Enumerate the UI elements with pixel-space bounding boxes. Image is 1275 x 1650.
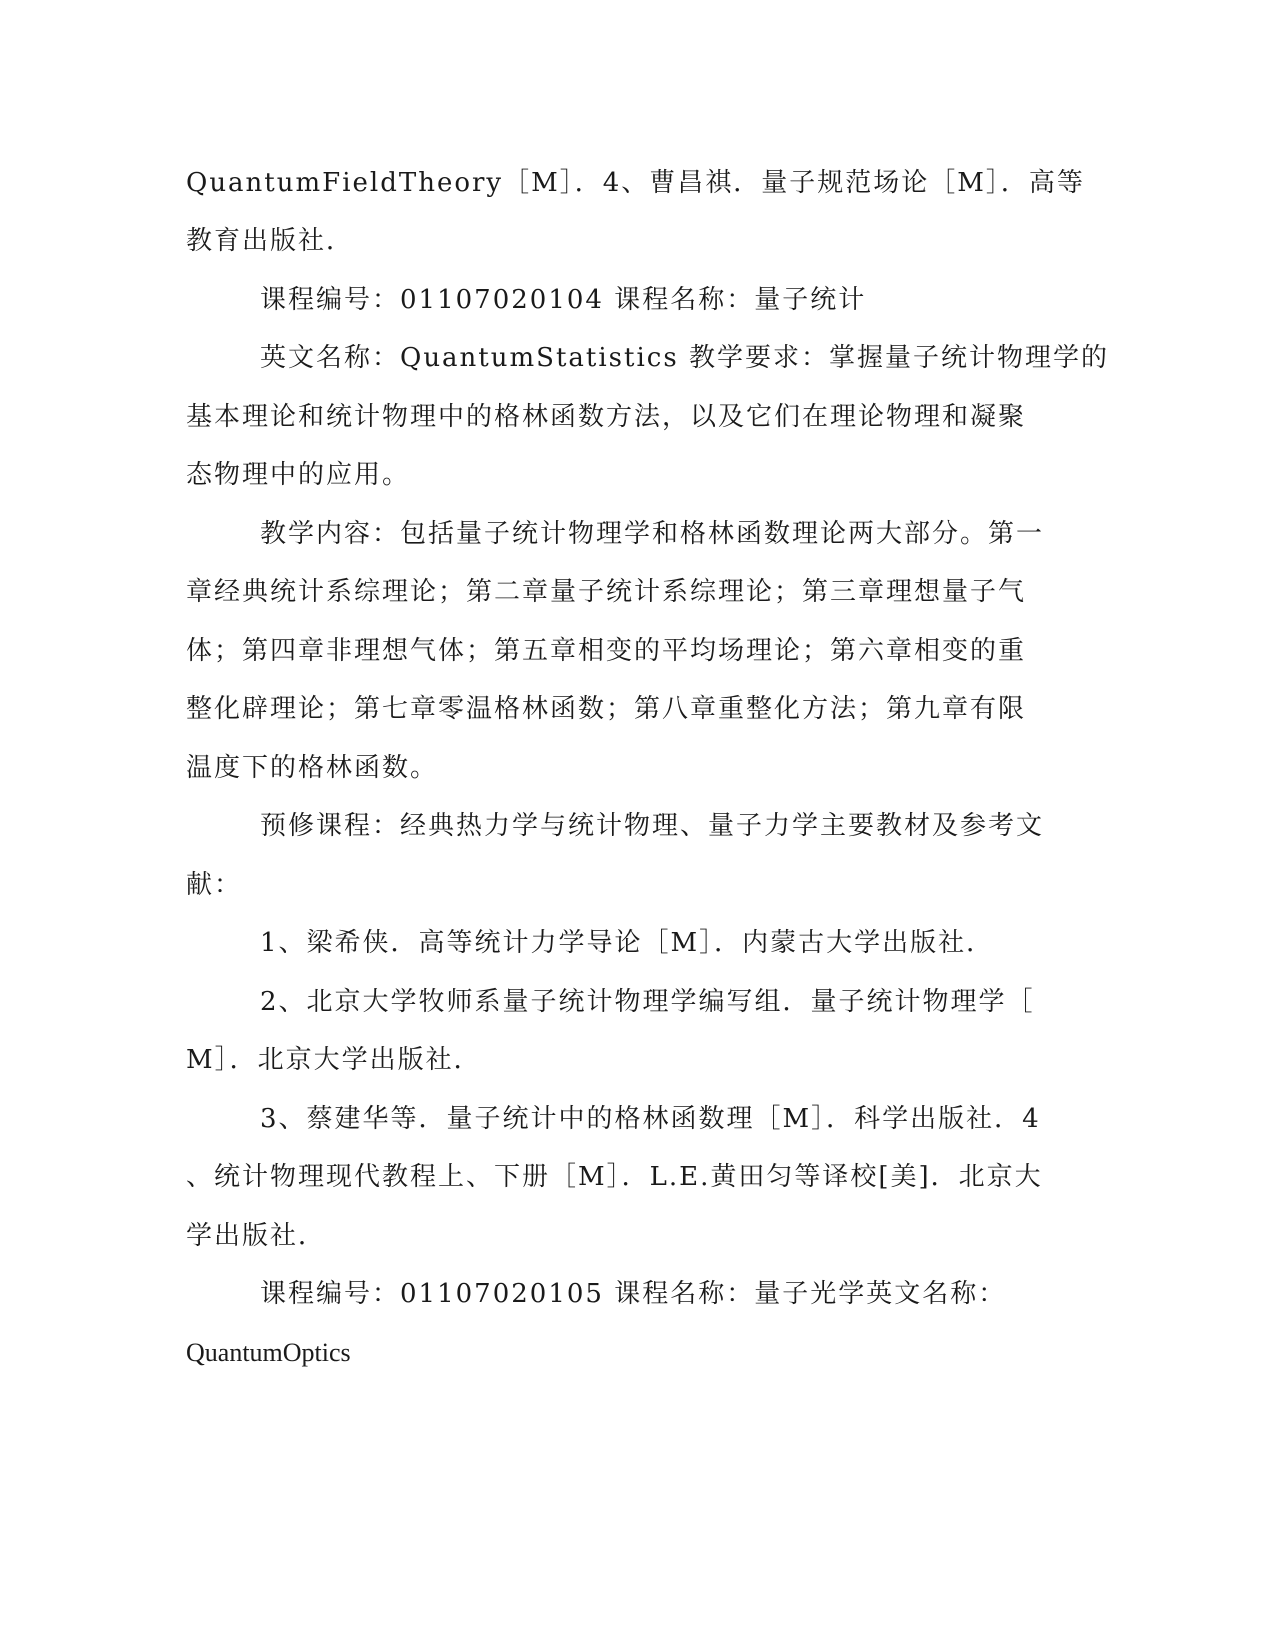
teaching-content-line: 教学内容：包括量子统计物理学和格林函数理论两大部分。第一 [260,519,1045,549]
text-line-5: 基本理论和统计物理中的格林函数方法，以及它们在理论物理和凝聚 [186,402,1027,432]
reference-2-cont: M］．北京大学出版社． [186,1045,482,1075]
text-line-2: 教育出版社． [186,226,355,256]
reference-4: 、统计物理现代教程上、下册［M］．L.E.黄田匀等译校[美]．北京大 [186,1162,1043,1192]
prerequisite-line: 预修课程：经典热力学与统计物理、量子力学主要教材及参考文 [260,811,1045,841]
course-code-line: 课程编号：01107020104 课程名称：量子统计 [260,285,867,315]
text-line-9: 体；第四章非理想气体；第五章相变的平均场理论；第六章相变的重 [186,636,1027,666]
english-name-line: 英文名称：QuantumStatistics 教学要求：掌握量子统计物理学的 [260,343,1109,373]
reference-4-cont: 学出版社． [186,1221,327,1251]
course-code-line-2: 课程编号：01107020105 课程名称：量子光学英文名称： [260,1279,1007,1309]
reference-2: 2、北京大学牧师系量子统计物理学编写组．量子统计物理学［ [260,987,1035,1017]
text-line-13: 献： [186,870,243,900]
text-line-1: QuantumFieldTheory［M］．4、曹昌祺．量子规范场论［M］．高等 [186,168,1085,198]
reference-1: 1、梁希侠．高等统计力学导论［M］．内蒙古大学出版社． [260,928,995,958]
text-line-10: 整化辟理论；第七章零温格林函数；第八章重整化方法；第九章有限 [186,694,1027,724]
english-name-line-2: QuantumOptics [186,1338,351,1367]
reference-3: 3、蔡建华等．量子统计中的格林函数理［M］．科学出版社．4 [260,1104,1041,1134]
text-line-6: 态物理中的应用。 [186,460,411,490]
text-line-8: 章经典统计系综理论；第二章量子统计系综理论；第三章理想量子气 [186,577,1027,607]
text-line-11: 温度下的格林函数。 [186,753,439,783]
